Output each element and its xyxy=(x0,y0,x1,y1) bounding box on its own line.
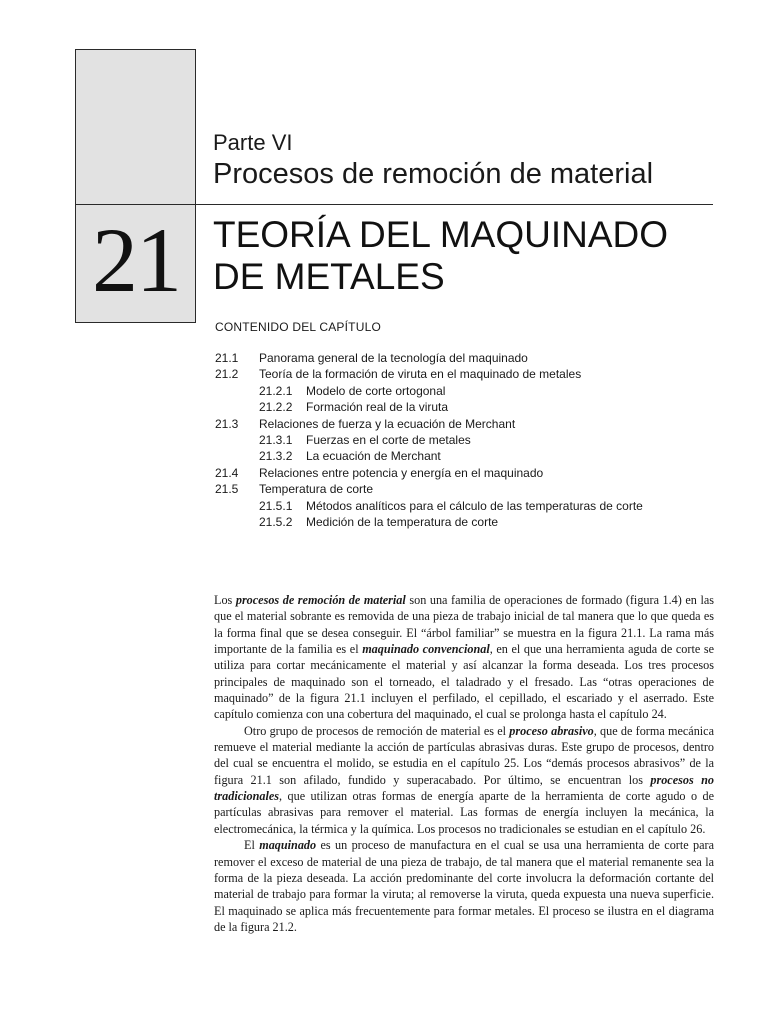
toc-subitem xyxy=(215,432,715,448)
emphasis-term: maquinado xyxy=(259,838,317,853)
part-title: Procesos de remoción de material xyxy=(213,158,654,190)
toc-item-title: Temperatura de corte xyxy=(259,482,374,497)
toc-subitem-number: 21.5.1 xyxy=(259,498,293,513)
toc-subitem-number: 21.2.1 xyxy=(259,383,293,398)
text-run: , que de forma mecánica remueve el material mediante la acción de partículas abrasivas duras. Este grupo de procesos, dentro del cual se encuentra el molido, se estudia en el capítulo 25. Los “demás procesos abrasivos” de la figura 21.1 son afilado, fundido y superacabado. Por último, se encuentran los xyxy=(214,723,714,787)
toc-item xyxy=(215,465,715,481)
table-of-contents xyxy=(215,350,715,530)
toc-subitem xyxy=(215,514,715,530)
paragraph xyxy=(214,837,714,935)
toc-item xyxy=(215,416,715,432)
text-run: es un proceso de manufactura en el cual se usa una herramienta de corte para remover el exceso de material de una pieza de trabajo, de tal manera que el material remanente sea la forma de la pieza deseada. La acción predominante del corte involucra la deformación cortante del material de trabajo para formar la viruta; al removerse la viruta, queda expuesta una nueva superficie. El maquinado se aplica más frecuentemente para formar metales. El proceso se ilustra en el diagrama de la figura 21.2. xyxy=(214,838,714,934)
text-run: El xyxy=(244,838,260,853)
toc-subitem-title: Modelo de corte ortogonal xyxy=(306,383,446,398)
toc-item-number: 21.3 xyxy=(215,416,239,431)
toc-subitem-number: 21.5.2 xyxy=(259,514,293,529)
toc-subitem-title: Medición de la temperatura de corte xyxy=(306,514,499,529)
text-run: , en el que una herramienta aguda de corte se utiliza para cortar mecánicamente el material y así alcanzar la forma deseada. Los tres procesos principales de maquinado son el torneado, el taladrado y el fresado. Las “otras operaciones de maquinado” de la figura 21.1 incluyen el perfilado, el cepillado, el escariado y el aserrado. Este capítulo comienza con una cobertura del maquinado, el cual se prolonga hasta el capítulo 24. xyxy=(214,642,714,722)
text-run: Otro grupo de procesos de remoción de material es el xyxy=(244,723,510,738)
emphasis-term: proceso abrasivo xyxy=(509,723,594,738)
chapter-title-line-2: DE METALES xyxy=(213,256,445,297)
toc-subitem-title: Métodos analíticos para el cálculo de las temperaturas de corte xyxy=(306,498,643,513)
part-label: Parte VI xyxy=(213,130,293,155)
paragraph xyxy=(214,592,714,723)
toc-item-number: 21.2 xyxy=(215,367,239,382)
toc-item xyxy=(215,366,715,382)
paragraph xyxy=(214,723,714,837)
toc-item-title: Teoría de la formación de viruta en el maquinado de metales xyxy=(259,367,582,382)
contents-heading: CONTENIDO DEL CAPÍTULO xyxy=(215,320,381,334)
text-run: Los xyxy=(214,593,236,607)
chapter-title xyxy=(213,214,713,298)
header-rule xyxy=(75,204,713,205)
toc-item xyxy=(215,350,715,366)
toc-subitem-number: 21.2.2 xyxy=(259,400,293,415)
toc-item-title: Panorama general de la tecnología del maquinado xyxy=(259,351,528,365)
toc-item-title: Relaciones de fuerza y la ecuación de Merchant xyxy=(259,416,516,431)
toc-item-number: 21.5 xyxy=(215,482,239,497)
toc-subitem-number: 21.3.2 xyxy=(259,449,293,464)
toc-subitem xyxy=(215,399,715,415)
body-text xyxy=(214,592,714,935)
toc-subitem-title: Formación real de la viruta xyxy=(306,400,449,415)
toc-item-number: 21.4 xyxy=(215,465,239,480)
chapter-title-line-1: TEORÍA DEL MAQUINADO xyxy=(213,214,669,255)
toc-item-number: 21.1 xyxy=(215,351,239,365)
toc-subitem-title: Fuerzas en el corte de metales xyxy=(306,432,471,447)
emphasis-term: procesos no tradicionales xyxy=(214,772,715,804)
toc-subitem xyxy=(215,448,715,464)
text-run: son una familia de operaciones de formado (figura 1.4) en las que el material sobrante es removida de una pieza de trabajo inicial de tal manera que lo que queda es la forma final que se desea conseguir. El “árbol familiar” se muestra en la figura 21.1. La rama más importante de la familia es el xyxy=(214,593,714,657)
toc-subitem-title: La ecuación de Merchant xyxy=(306,449,441,464)
toc-subitem-number: 21.3.1 xyxy=(259,432,293,447)
toc-subitem xyxy=(215,383,715,399)
text-run: , que utilizan otras formas de energía aparte de la herramienta de corte agudo o de partículas abrasivas para remover el material. Las formas de energía incluyen la mecánica, la electromecánica, la térmica y la química. Los procesos no tradicionales se estudian en el capítulo 26. xyxy=(214,789,714,836)
emphasis-term: procesos de remoción de material xyxy=(235,593,406,607)
toc-subitem xyxy=(215,498,715,514)
toc-item xyxy=(215,481,715,497)
toc-item-title: Relaciones entre potencia y energía en el maquinado xyxy=(259,465,544,480)
chapter-number: 21 xyxy=(92,209,180,311)
emphasis-term: maquinado convencional xyxy=(362,642,490,657)
